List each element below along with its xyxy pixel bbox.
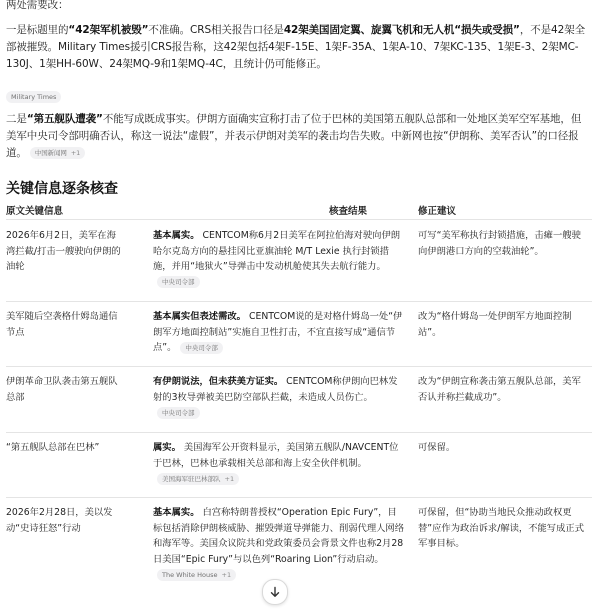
result-detail: 白宫称特朗普授权“Operation Epic Fury”，目标包括消除伊朗核威胁、摧毁弹道导弹能力、削弱代理人网络和海军等。美国众议院共和党政策委员会背景文件也称2月28日美国“Epic Fury”与以色列“Roaring Lion”行动启动。 <box>153 507 405 565</box>
point2-quote: “第五舰队遭袭” <box>26 113 103 125</box>
source-chip[interactable] <box>30 147 85 159</box>
source-count: +1 <box>70 149 81 157</box>
table-divider <box>6 219 592 220</box>
arrow-down-icon <box>269 583 281 602</box>
point2-mid: 不能写成既成事实。伊朗方面确实宣称打击了位于巴林的美国第五舰队总部和一处地区美军空军基地，但美军中央司令部明确否认，称这一说法“虚假”，并表示伊朗对美军的袭击均告失败。中新网也按“伊朗称、美军否认”的口径报道。 <box>6 113 582 159</box>
point1-quote-b: 42架美国固定翼、旋翼飞机和无人机“损失或受损” <box>283 24 520 36</box>
point2-prefix: 二是 <box>6 113 27 125</box>
verdict: 基本属实但表述需改。 <box>153 311 246 322</box>
cell-suggestion: 可保留，但“协助当地民众推动政权更替”应作为政治诉求/解读，不能写成正式军事目标。 <box>418 507 584 549</box>
cell-original: 2026年6月2日，美军在海湾拦截/打击一艘驶向伊朗的油轮 <box>6 230 121 272</box>
cell-result <box>153 440 405 487</box>
source-chip[interactable] <box>157 276 200 288</box>
table-header-original: 原文关键信息 <box>6 206 64 217</box>
correction-point-2 <box>6 111 590 162</box>
table-divider <box>6 497 592 498</box>
section-title: 关键信息逐条核查 <box>6 181 118 197</box>
cell-original: 美军随后空袭格什姆岛通信节点 <box>6 311 118 338</box>
source-chip-label: 中央司令部 <box>162 278 195 286</box>
point1-mid-a: 不准确。CRS相关报告口径是 <box>148 24 284 36</box>
point1-quote-a: “42架军机被毁” <box>68 24 149 36</box>
cell-suggestion: 改为“伊朗宣称袭击第五舰队总部，美军否认并称拦截成功”。 <box>418 376 581 403</box>
cell-result <box>153 309 405 356</box>
bottom-fade <box>0 592 600 611</box>
source-chip-label: 美国海军驻巴林部队 <box>162 474 221 483</box>
table-divider <box>6 301 592 302</box>
cell-suggestion: 改为“格什姆岛一处伊朗军方地面控制站”。 <box>418 311 572 338</box>
cell-original: “第五舰队总部在巴林” <box>6 442 100 453</box>
source-chip[interactable] <box>157 407 200 419</box>
table-header-suggestion: 修正建议 <box>418 206 457 217</box>
verdict: 属实。 <box>153 442 181 453</box>
source-chip-label: The White House <box>162 570 218 579</box>
result-detail: CENTCOM说的是对格什姆岛一处“伊朗军方地面控制站”实施自卫性打击，不宜直接写成“通信节点”。 <box>153 311 403 353</box>
cell-original: 2026年2月28日，美以发动“史诗狂怒”行动 <box>6 507 113 534</box>
verdict: 基本属实。 <box>153 230 200 241</box>
source-count: +1 <box>224 474 235 483</box>
source-chip-label: 中央司令部 <box>185 343 218 352</box>
cell-result <box>153 374 405 421</box>
cell-suggestion: 可写“美军称执行封锁措施，击瘫一艘驶向伊朗港口方向的空载油轮”。 <box>418 230 581 257</box>
source-chip-label: Military Times <box>6 91 61 103</box>
cell-suggestion: 可保留。 <box>418 442 456 453</box>
cell-result <box>153 228 405 290</box>
source-chip[interactable] <box>157 569 236 581</box>
source-chip-label: 中国新闻网 <box>34 149 67 157</box>
source-count: +1 <box>221 570 232 579</box>
source-chip[interactable] <box>180 342 223 354</box>
correction-point-1 <box>6 22 590 73</box>
cell-result <box>153 505 405 583</box>
result-detail: 美国海军公开资料显示，美国第五舰队/NAVCENT位于巴林，巴林也承载相关总部和海上安全伙伴机制。 <box>153 442 399 469</box>
point1-mid-b: ，不是42架全部被摧毁。Military Times援引CRS报告称，这42架包括4架F-15E、1架F-35A、1架A-10、7架KC-135、1架E-3、2架MC-130J、1架HH-60W、24架MQ-9和1架MQ-4C，且统计仍可能修正。 <box>6 24 586 70</box>
point1-prefix: 一是标题里的 <box>6 24 69 36</box>
table-divider <box>6 432 592 433</box>
table-divider <box>6 366 592 367</box>
cell-original: 伊朗革命卫队袭击第五舰队总部 <box>6 376 118 403</box>
verdict: 基本属实。 <box>153 507 200 518</box>
source-chip[interactable] <box>6 86 61 105</box>
table-header-result: 核查结果 <box>329 206 368 217</box>
scroll-to-bottom-button[interactable] <box>262 579 288 605</box>
intro-text: 两处需要改： <box>6 0 69 11</box>
verdict: 有伊朗说法，但未获美方证实。 <box>153 376 284 387</box>
result-detail: CENTCOM称6月2日美军在阿拉伯海对驶向伊朗哈尔克岛方向的悬挂冈比亚旗油轮 M/T Lexie 执行封锁措施，并用“地狱火”导弹击中发动机舱使其失去航行能力。 <box>153 230 401 272</box>
result-detail: CENTCOM称伊朗向巴林发射的3枚导弹被美巴防空部队拦截，未造成人员伤亡。 <box>153 376 398 403</box>
source-chip-label: 中央司令部 <box>162 408 195 417</box>
source-chip[interactable] <box>157 473 239 485</box>
